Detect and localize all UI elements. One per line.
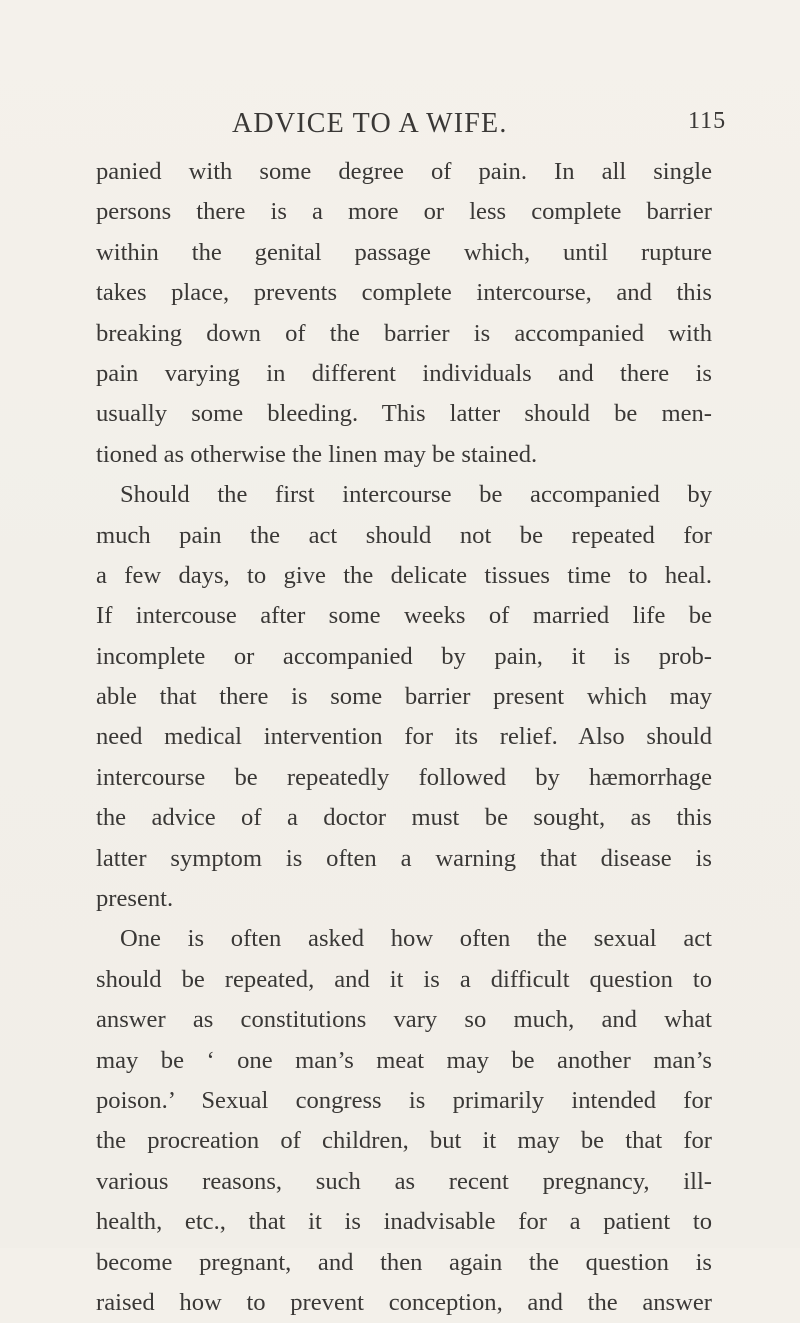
text-line: persons there is a more or less complete barrier	[96, 198, 712, 226]
text-line: present.	[96, 885, 174, 913]
text-line: takes place, prevents complete intercourse, and this	[96, 279, 712, 307]
text-line: a few days, to give the delicate tissues time to heal.	[96, 561, 712, 589]
text-line: various reasons, such as recent pregnancy, ill-	[96, 1167, 712, 1195]
text-line: tioned as otherwise the linen may be stained.	[96, 440, 538, 468]
text-line: pain varying in different individuals and there is	[96, 359, 712, 387]
text-line: the advice of a doctor must be sought, as this	[96, 804, 712, 832]
text-line: should be repeated, and it is a difficult question to	[96, 965, 712, 993]
text-line: If intercouse after some weeks of married life be	[96, 602, 712, 630]
text-line: poison.’ Sexual congress is primarily intended for	[96, 1086, 712, 1114]
running-title: ADVICE TO A WIFE.	[232, 108, 508, 139]
text-line: the procreation of children, but it may be that for	[96, 1127, 712, 1155]
text-line: panied with some degree of pain. In all single	[96, 158, 712, 185]
text-line: Should the first intercourse be accompanied by	[120, 481, 712, 509]
text-line: answer as constitutions vary so much, and what	[96, 1006, 712, 1034]
body-text	[96, 152, 712, 1323]
text-line: raised how to prevent conception, and the answer	[96, 1288, 712, 1316]
text-line: much pain the act should not be repeated for	[96, 521, 712, 549]
text-line: need medical intervention for its relief. Also should	[96, 723, 712, 751]
text-line: within the genital passage which, until rupture	[96, 238, 712, 266]
text-line: intercourse be repeatedly followed by hæmorrhage	[96, 763, 712, 791]
text-line: become pregnant, and then again the question is	[96, 1248, 712, 1276]
text-line: breaking down of the barrier is accompanied with	[96, 319, 712, 347]
text-line: One is often asked how often the sexual act	[120, 925, 712, 953]
page-header	[232, 104, 727, 144]
text-line: latter symptom is often a warning that disease is	[96, 844, 712, 872]
page-number: 115	[688, 108, 727, 134]
text-line: able that there is some barrier present which may	[96, 683, 712, 711]
text-line: may be ‘ one man’s meat may be another man’s	[96, 1046, 712, 1074]
text-line: health, etc., that it is inadvisable for a patient to	[96, 1208, 712, 1236]
text-line: usually some bleeding. This latter should be men-	[96, 400, 712, 428]
text-line: incomplete or accompanied by pain, it is prob-	[96, 642, 712, 670]
